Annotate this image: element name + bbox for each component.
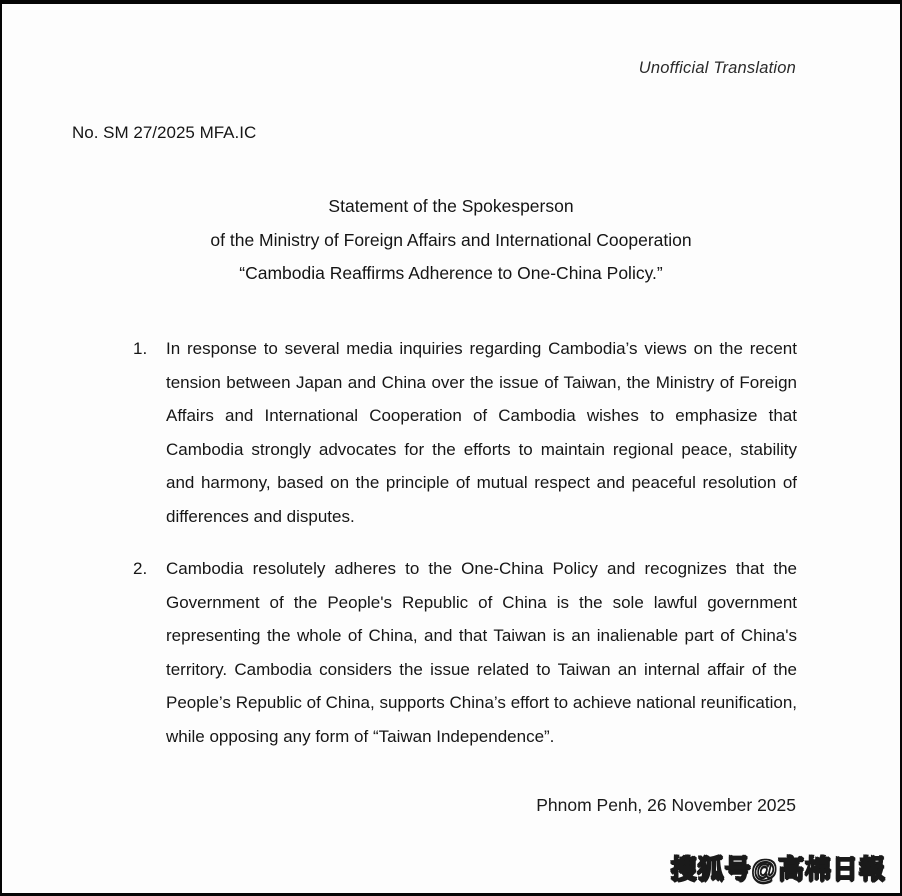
paragraph-1-number: 1. [133,339,148,358]
title-line-2: of the Ministry of Foreign Affairs and International Cooperation [210,229,692,250]
paragraph-2-text: Cambodia resolutely adheres to the One-China Policy and recognizes that the Government of the People's Republic of China is the sole lawful government representing the whole of China, and that Taiwan is an inalienable part of China's territory. Cambodia considers the issue related to Taiwan an internal affair of the People’s Republic of China, supports China’s effort to achieve national reunification, while opposing any form of “Taiwan Independence”. [166,559,797,746]
dateline: Phnom Penh, 26 November 2025 [536,795,796,815]
paragraph-2 [133,552,797,753]
title-line-3: “Cambodia Reaffirms Adherence to One-China Policy.” [239,263,663,283]
paragraph-1 [133,332,797,533]
reference-number: No. SM 27/2025 MFA.IC [72,123,257,142]
paragraph-2-number: 2. [133,559,148,578]
title-line-1: Statement of the Spokesperson [328,196,574,216]
watermark: 搜狐号@高棉日報 [670,854,886,884]
paragraph-1-text: In response to several media inquiries regarding Cambodia’s views on the recent tension between Japan and China over the issue of Taiwan, the Ministry of Foreign Affairs and International Cooperation of Cambodia wishes to emphasize that Cambodia strongly advocates for the efforts to maintain regional peace, stability and harmony, based on the principle of mutual respect and peaceful resolution of differences and disputes. [166,339,797,526]
statement-body [133,332,797,772]
document-title [2,190,900,291]
unofficial-translation-label: Unofficial Translation [638,59,796,77]
